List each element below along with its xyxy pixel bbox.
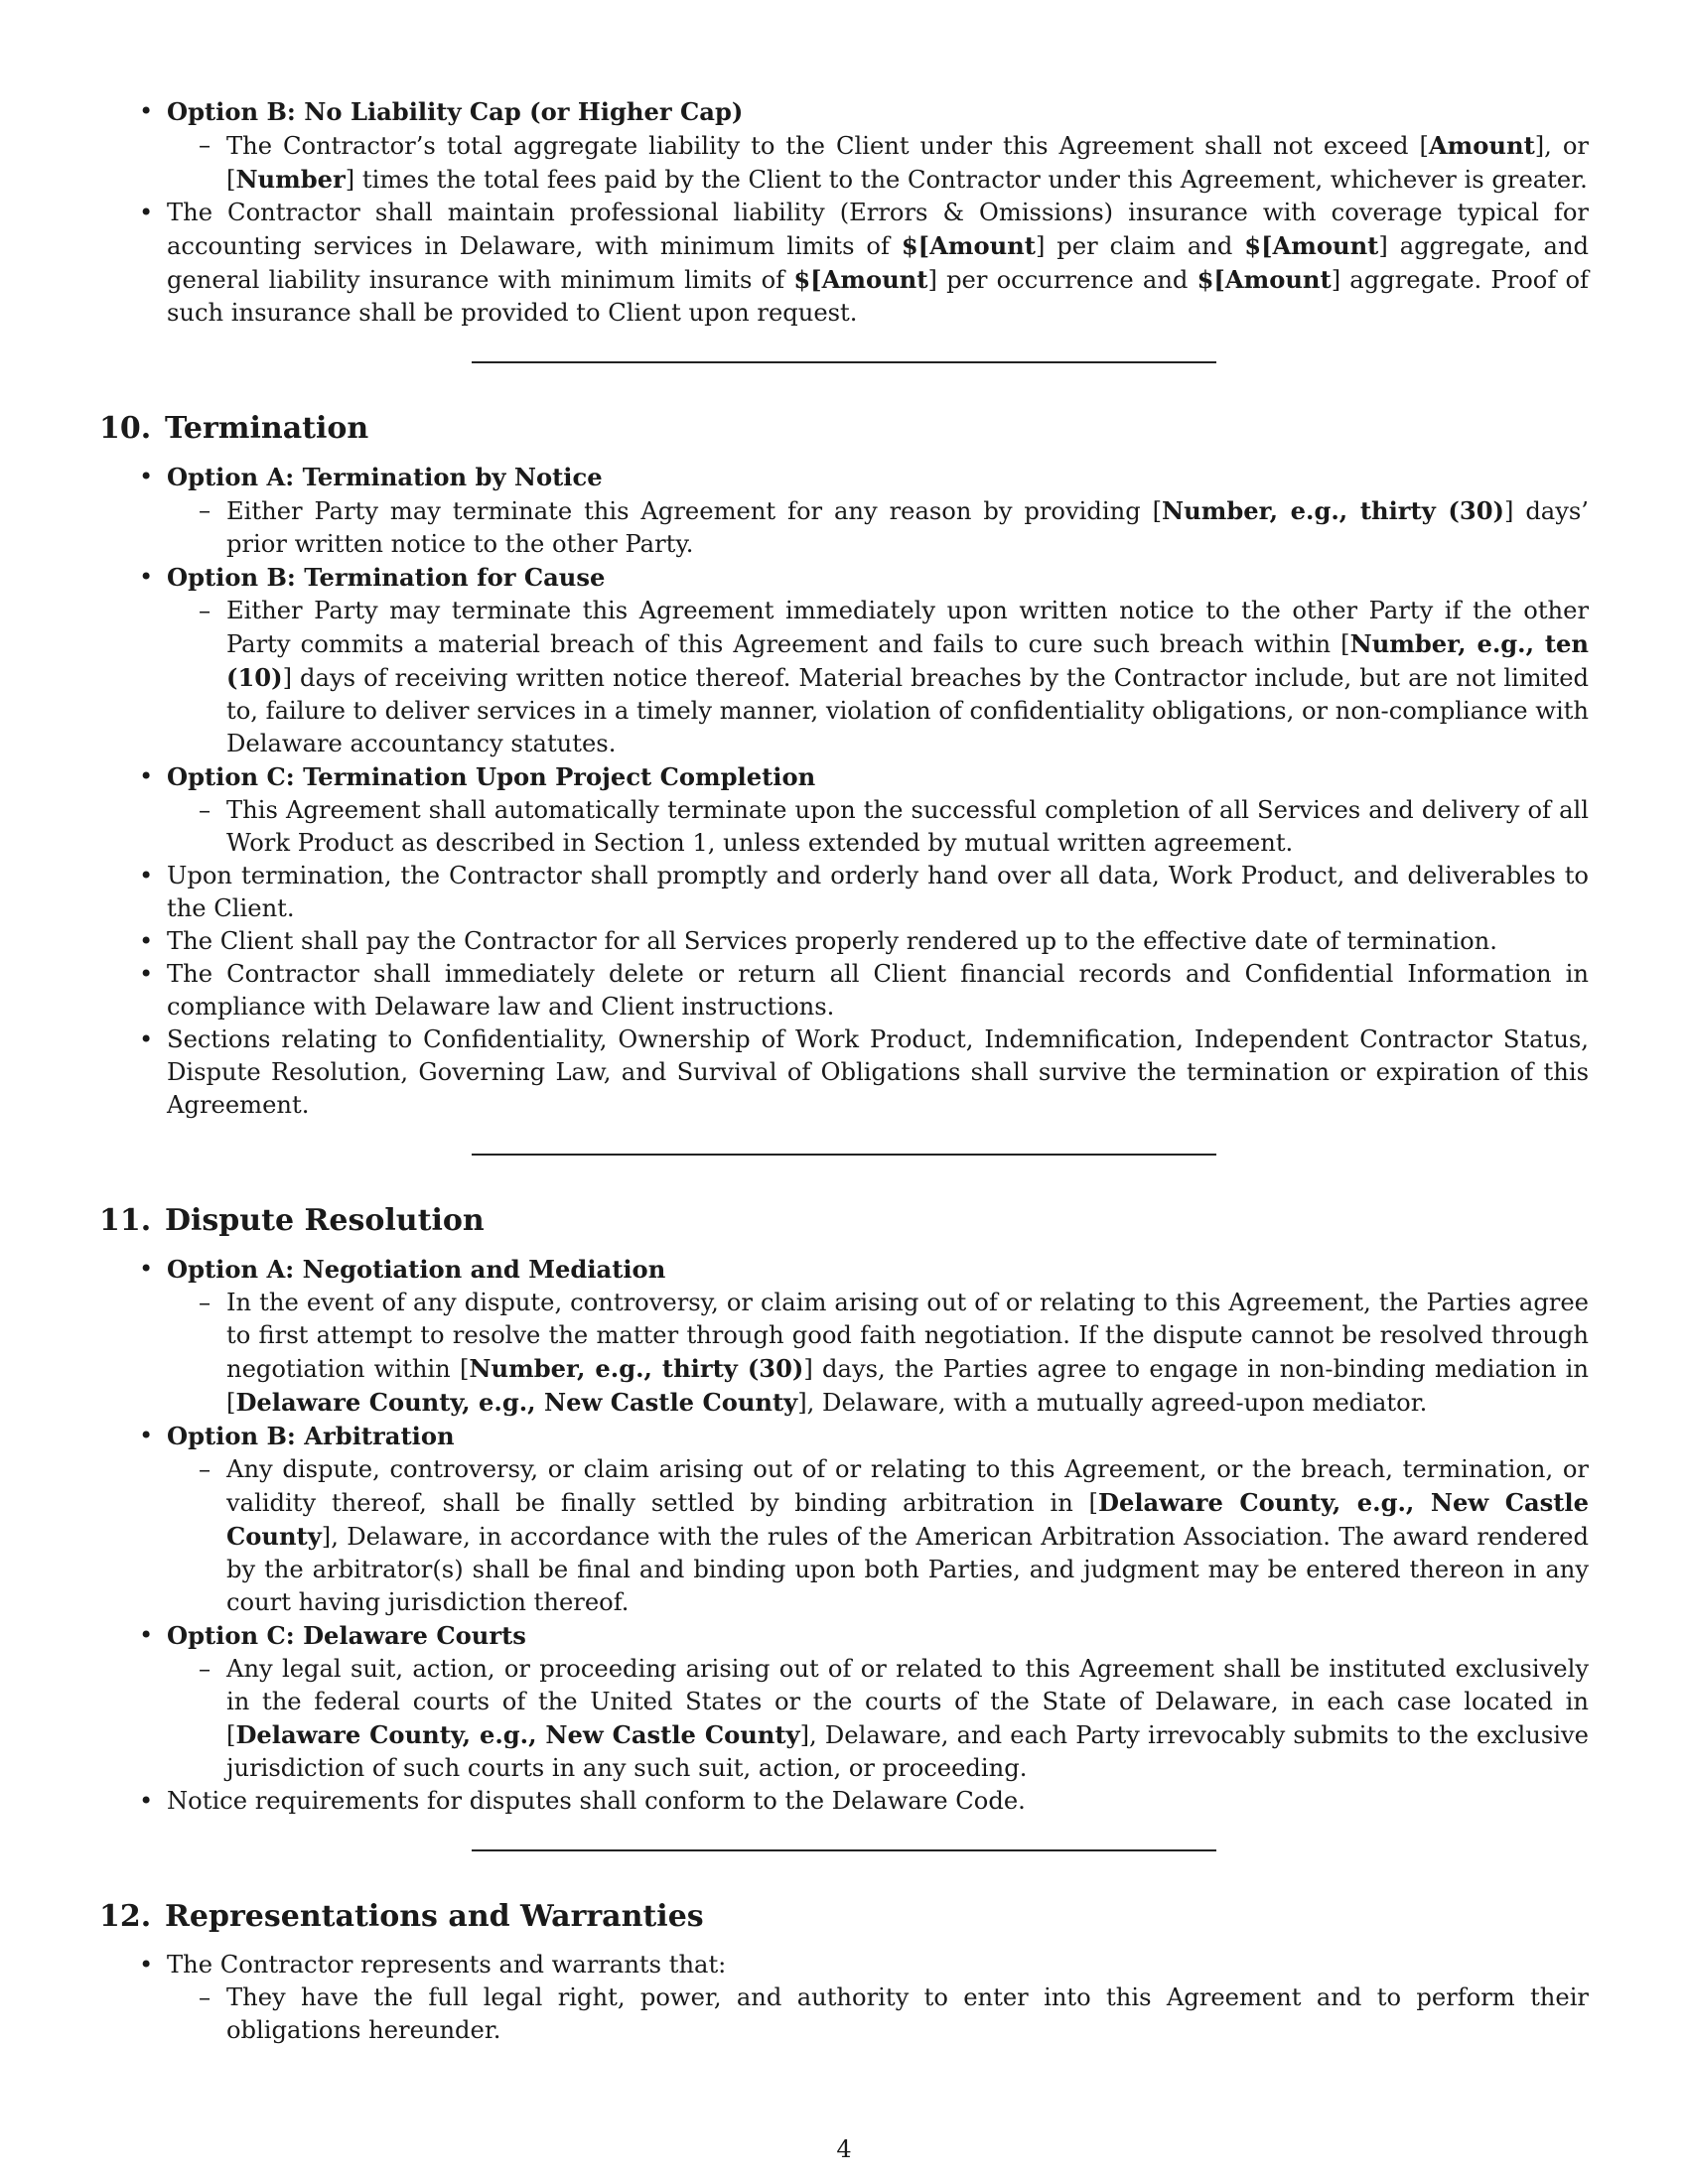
- section10-list: [99, 461, 1589, 1122]
- section-number: 11.: [99, 1203, 152, 1238]
- text: The Contractor represents and warrants that:: [167, 1951, 727, 1979]
- text: ] times the total fees paid by the Client to the Contractor under this Agreement, whichever is greater.: [345, 166, 1588, 194]
- option-title: Option A: Negotiation and Mediation: [167, 1255, 666, 1284]
- text: Either Party may terminate this Agreement immediately upon written notice to the other Party if the other Party commits a material breach of this Agreement and fails to cure such breach within [: [226, 597, 1589, 658]
- list-item: [167, 595, 1589, 760]
- section-divider: [99, 1818, 1589, 1885]
- list-item: [167, 1453, 1589, 1619]
- section-title: Dispute Resolution: [165, 1203, 485, 1238]
- list-item: [99, 561, 1589, 760]
- text: In the event of any dispute, controversy, or claim arising out of or relating to this Agreement, the Parties agree to first attempt to resolve the matter through good faith negotiation. If the dispute cannot be resolved through negotiation within [: [226, 1289, 1589, 1383]
- section-divider: [99, 1122, 1589, 1189]
- section-heading: [99, 1189, 1589, 1253]
- text: The Contractor’s total aggregate liability to the Client under this Agreement shall not exceed [: [226, 132, 1429, 160]
- option-title: Option B: No Liability Cap (or Higher Cap): [167, 97, 744, 126]
- placeholder-text: $[Amount: [1196, 265, 1332, 294]
- placeholder-text: Number: [235, 165, 346, 194]
- document-page: [99, 95, 1589, 2047]
- placeholder-text: Amount: [1428, 131, 1535, 160]
- placeholder-text: Delaware County, e.g., New Castle County: [235, 1388, 798, 1417]
- placeholder-text: Number, e.g., thirty (30): [1162, 496, 1504, 525]
- option-title: Option B: Termination for Cause: [167, 563, 606, 592]
- text: The Contractor shall maintain professional liability (Errors & Omissions) insurance with coverage typical for accounting services in Delaware, with minimum limits of: [167, 199, 1589, 260]
- list-item: [99, 95, 1589, 197]
- placeholder-text: Number, e.g., ten (10): [226, 629, 1590, 692]
- list-item: [99, 1420, 1589, 1619]
- section-title: Representations and Warranties: [165, 1899, 704, 1934]
- option-title: Option C: Delaware Courts: [167, 1621, 526, 1650]
- section-number: 12.: [99, 1899, 152, 1934]
- list-item: [99, 1949, 1589, 2047]
- list-item: [99, 760, 1589, 860]
- section9-list: [99, 95, 1589, 330]
- placeholder-text: Number, e.g., thirty (30): [469, 1354, 804, 1383]
- list-item: • The Client shall pay the Contractor for all Services properly rendered up to the effective date of termination.: [99, 925, 1589, 958]
- text: Either Party may terminate this Agreement for any reason by providing [: [226, 497, 1163, 525]
- list-item: • Sections relating to Confidentiality, Ownership of Work Product, Indemnification, Independent Contractor Status, Dispute Resolution, Governing Law, and Survival of Obligations shall survive the termination or expiration of this Agreement.: [99, 1024, 1589, 1122]
- list-item: [167, 494, 1589, 561]
- list-item: – This Agreement shall automatically terminate upon the successful completion of all Services and delivery of all Work Product as described in Section 1, unless extended by mutual written agreement.: [167, 794, 1589, 860]
- text: Any dispute, controversy, or claim arising out of or relating to this Agreement, or the breach, termination, or validity thereof, shall be finally settled by binding arbitration in [: [226, 1455, 1589, 1517]
- text: ], Delaware, in accordance with the rules of the American Arbitration Association. The award rendered by the arbitrator(s) shall be final and binding upon both Parties, and judgment may be entered thereon in any court having jurisdiction thereof.: [226, 1523, 1589, 1616]
- section-title: Termination: [165, 411, 369, 446]
- list-item: • The Contractor shall immediately delete or return all Client financial records and Confidential Information in compliance with Delaware law and Client instructions.: [99, 958, 1589, 1024]
- list-item: [99, 461, 1589, 561]
- placeholder-text: Delaware County, e.g., New Castle County: [235, 1720, 800, 1749]
- text: ] aggregate, and general liability insurance with minimum limits of: [167, 232, 1590, 294]
- text: ], or [: [226, 132, 1589, 194]
- text: ] aggregate. Proof of such insurance shall be provided to Client upon request.: [167, 266, 1589, 327]
- option-title: Option B: Arbitration: [167, 1422, 455, 1450]
- list-item: [167, 1653, 1589, 1785]
- list-item: [99, 1619, 1589, 1785]
- text: ] days’ prior written notice to the other Party.: [226, 497, 1589, 558]
- section-divider: [99, 330, 1589, 397]
- list-item: • Notice requirements for disputes shall conform to the Delaware Code.: [99, 1785, 1589, 1818]
- text: ] per occurrence and: [927, 266, 1197, 294]
- section12-list: [99, 1949, 1589, 2047]
- text: ] per claim and: [1035, 232, 1245, 260]
- placeholder-text: $[Amount: [1244, 231, 1379, 260]
- section11-list: [99, 1253, 1589, 1818]
- section-number: 10.: [99, 411, 152, 446]
- text: ], Delaware, with a mutually agreed-upon mediator.: [797, 1389, 1428, 1417]
- text: ] days, the Parties agree to engage in non-binding mediation in [: [226, 1355, 1589, 1417]
- section-heading: [99, 1885, 1589, 1949]
- section-heading: [99, 397, 1589, 461]
- option-title: Option A: Termination by Notice: [167, 463, 603, 491]
- list-item: [99, 1253, 1589, 1420]
- list-item: [167, 1287, 1589, 1420]
- list-item: [167, 129, 1589, 197]
- placeholder-text: $[Amount: [901, 231, 1036, 260]
- placeholder-text: $[Amount: [793, 265, 928, 294]
- option-title: Option C: Termination Upon Project Completion: [167, 762, 816, 791]
- list-item: [99, 197, 1589, 330]
- text: ] days of receiving written notice thereof. Material breaches by the Contractor include, but are not limited to, failure to deliver services in a timely manner, violation of confidentiality obligations, or non-compliance with Delaware accountancy statutes.: [226, 664, 1589, 757]
- text: Any legal suit, action, or proceeding arising out of or related to this Agreement shall be instituted exclusively in the federal courts of the United States or the courts of the State of Delaware, in each case located in [: [226, 1655, 1589, 1749]
- list-item: • Upon termination, the Contractor shall promptly and orderly hand over all data, Work Product, and deliverables to the Client.: [99, 860, 1589, 925]
- page-number: 4: [836, 2135, 852, 2163]
- text: ], Delaware, and each Party irrevocably submits to the exclusive jurisdiction of such courts in any such suit, action, or proceeding.: [226, 1721, 1590, 1782]
- list-item: – They have the full legal right, power, and authority to enter into this Agreement and to perform their obligations hereunder.: [167, 1981, 1589, 2047]
- placeholder-text: Delaware County, e.g., New Castle County: [226, 1488, 1589, 1551]
